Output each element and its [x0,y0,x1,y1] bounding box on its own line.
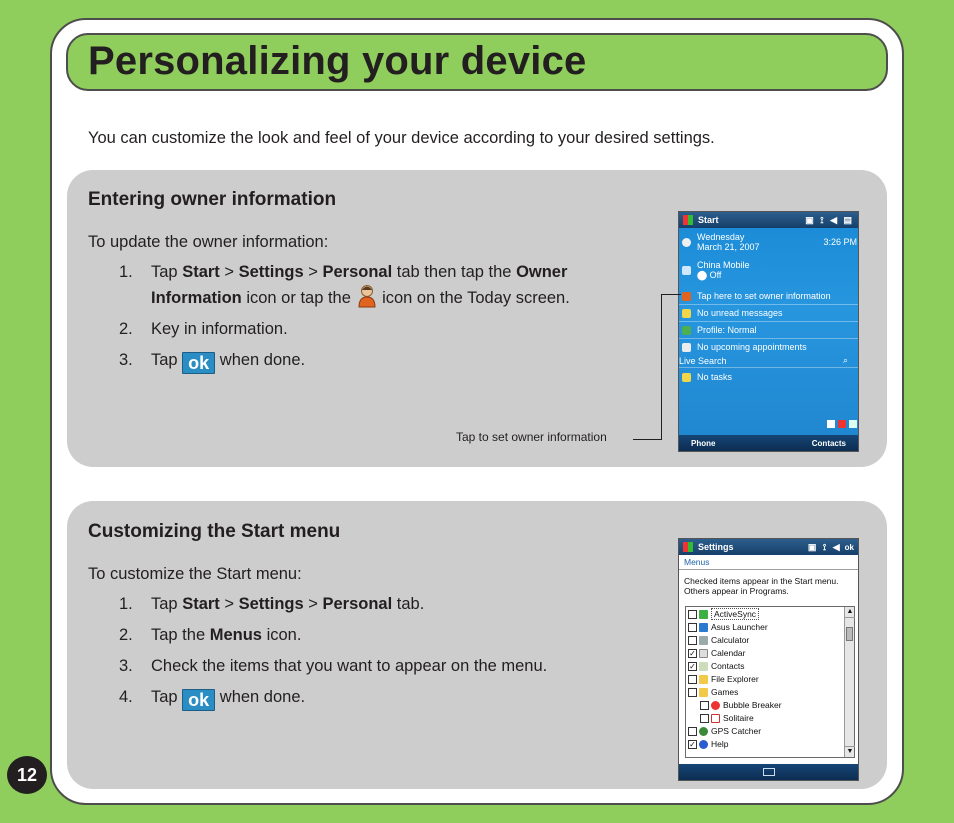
clock-icon [682,238,691,247]
step-text: Tap Start > Settings > Personal tab then tap the Owner Information icon or tap the icon on the Today screen. [151,263,570,307]
step-item [119,349,621,374]
checkbox[interactable] [688,623,697,632]
tab-menus[interactable]: Menus [679,555,858,570]
step-text: Key in information. [151,320,288,338]
step-number: 2. [119,626,133,644]
soft-key-phone[interactable]: Phone [691,438,716,448]
step-text: Tap the Menus icon. [151,626,302,644]
checkbox[interactable] [700,714,709,723]
folder-icon [699,675,708,684]
list-item[interactable]: Games [688,686,738,698]
signal-icon [682,266,691,275]
soft-key-contacts[interactable]: Contacts [811,438,846,448]
envelope-icon [682,309,691,318]
ok-button[interactable]: ok [844,542,854,552]
step-number: 2. [119,320,133,338]
list-item[interactable]: Calculator [688,634,749,646]
search-icon: ⌕ [842,355,848,365]
section-start-menu [67,501,887,789]
status-icons: ▣ ⟟ ◀ [807,541,842,552]
section-lead: To update the owner information: [88,233,329,251]
settings-menus-screenshot [678,538,859,781]
step-text: Tap ok when done. [151,351,306,373]
intro-text: You can customize the look and feel of your device according to your desired settings. [88,129,715,147]
phone-title-bar: Settings ▣ ⟟ ◀ ok [679,539,858,555]
checkbox[interactable]: ✓ [689,739,696,749]
step-item [119,624,621,647]
ok-icon: ok [182,689,215,711]
step-item [119,318,621,341]
title-bar [66,33,888,91]
step-number: 3. [119,351,133,369]
checkbox[interactable] [688,675,697,684]
today-screenshot [678,211,859,452]
today-owner-row[interactable]: Tap here to set owner information [682,291,857,301]
phone-title-bar: Start ▣ ⟟ ◀ ▤ [679,212,858,228]
list-item[interactable]: Bubble Breaker [700,699,782,711]
activesync-icon [699,610,708,619]
scroll-down-icon[interactable]: ▼ [846,748,854,755]
owner-icon [356,284,378,308]
checkbox[interactable] [688,727,697,736]
today-appointments-row[interactable]: No upcoming appointments [682,342,857,352]
calendar-icon [682,343,691,352]
launcher-icon [699,623,708,632]
callout-line [633,439,661,440]
checkbox[interactable] [688,688,697,697]
scrollbar[interactable] [844,607,854,757]
scroll-thumb[interactable] [846,627,853,641]
soft-key-bar [679,764,858,780]
list-item[interactable]: GPS Catcher [688,725,761,737]
ok-icon: ok [182,352,215,374]
step-list [119,593,621,719]
profile-icon [682,326,691,335]
today-date-row[interactable]: Wednesday March 21, 2007 3:26 PM [682,232,857,252]
contacts-icon [699,662,708,671]
today-tasks-row[interactable]: No tasks [682,372,857,382]
section-lead: To customize the Start menu: [88,565,302,583]
step-number: 1. [119,595,133,613]
list-item[interactable]: ✓ Contacts [689,661,745,671]
checkbox[interactable] [688,610,697,619]
step-item [119,686,621,711]
today-search-row[interactable]: Live Search ⌕ [679,355,848,366]
step-item [119,655,621,678]
tray-icons [682,420,857,428]
keyboard-icon[interactable] [763,768,775,776]
tasks-icon [682,373,691,382]
checkbox[interactable]: ✓ [689,648,696,658]
step-number: 4. [119,688,133,706]
step-item [119,261,621,310]
step-text: Check the items that you want to appear on the menu. [151,657,548,675]
today-messages-row[interactable]: No unread messages [682,308,857,318]
step-text: Tap Start > Settings > Personal tab. [151,595,425,613]
callout-line [661,294,681,295]
callout-line [661,294,662,440]
owner-icon [682,292,691,301]
section-heading: Entering owner information [88,189,337,210]
checkbox[interactable] [700,701,709,710]
step-list [119,261,621,382]
checkbox[interactable] [688,636,697,645]
section-owner-info [67,170,887,467]
list-item[interactable]: ✓ Calendar [689,648,746,658]
bubble-icon [711,701,720,710]
status-icons: ▣ ⟟ ◀ ▤ [805,214,854,225]
list-item[interactable]: Asus Launcher [688,621,768,633]
calendar-icon [699,649,708,658]
list-item[interactable]: File Explorer [688,673,759,685]
page-number: 12 [7,756,47,794]
today-profile-row[interactable]: Profile: Normal [682,325,857,335]
folder-icon [699,688,708,697]
step-text: Tap ok when done. [151,688,306,710]
menus-note: Checked items appear in the Start menu. Others appear in Programs. [684,576,839,596]
section-heading: Customizing the Start menu [88,521,341,542]
cards-icon [711,714,720,723]
today-carrier-row[interactable]: China Mobile ⬤ Off [682,260,857,280]
step-number: 3. [119,657,133,675]
help-icon [699,740,708,749]
page-title: Personalizing your device [88,39,587,83]
list-item[interactable]: Solitaire [700,712,754,724]
step-item [119,593,621,616]
menu-items-list[interactable] [685,606,855,758]
checkbox[interactable]: ✓ [689,661,696,671]
windows-flag-icon [683,542,693,552]
gps-icon [699,727,708,736]
callout-label: Tap to set owner information [456,430,607,444]
soft-key-bar [679,435,858,451]
list-item[interactable]: ✓ Help [689,739,729,749]
step-number: 1. [119,263,133,281]
scroll-up-icon[interactable]: ▲ [845,607,855,618]
windows-flag-icon [683,215,693,225]
list-item[interactable]: ActiveSync [688,608,759,620]
calculator-icon [699,636,708,645]
